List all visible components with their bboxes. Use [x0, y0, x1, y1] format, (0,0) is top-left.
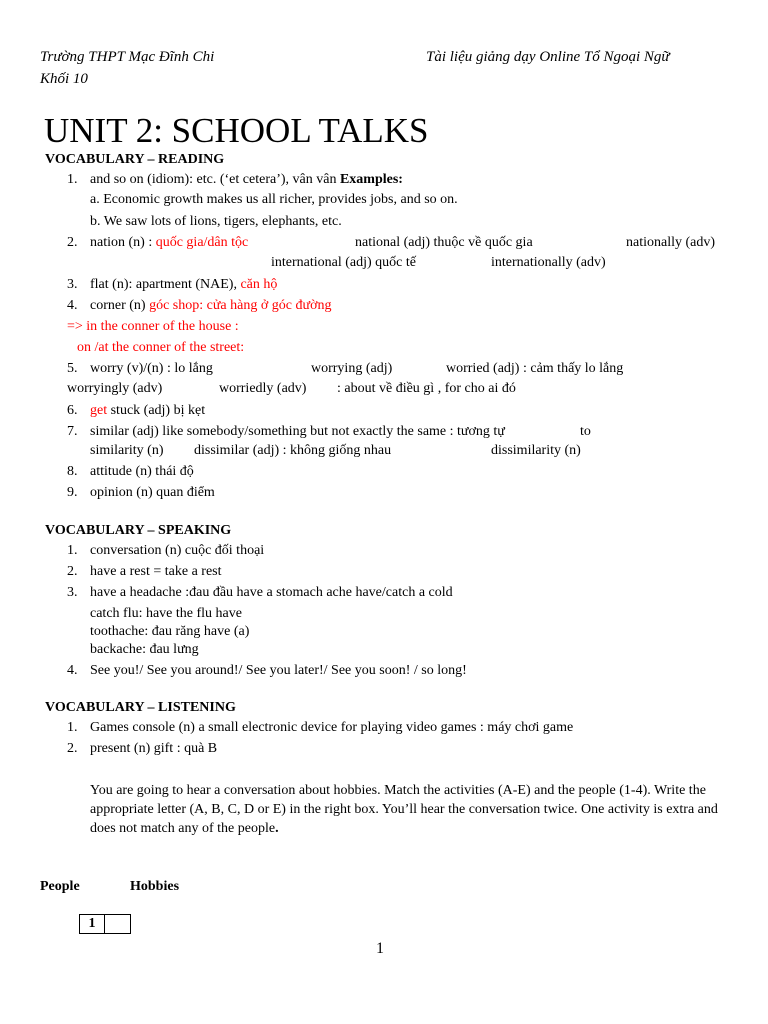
list-item-column: dissimilarity (n) — [491, 443, 581, 458]
list-item: attitude (n) thái độ — [90, 464, 194, 479]
list-number: 1. — [67, 543, 78, 558]
list-item: have a headache :đau đầu have a stomach ache have/catch a cold — [90, 585, 453, 600]
list-number: 2. — [67, 741, 78, 756]
list-number: 2. — [67, 564, 78, 579]
page-number: 1 — [376, 940, 384, 957]
list-item: worry (v)/(n) : lo lắng — [90, 361, 213, 376]
list-item: opinion (n) quan điểm — [90, 485, 215, 500]
example-b: b. We saw lots of lions, tigers, elephants, etc. — [90, 214, 342, 229]
list-item-column: national (adj) thuộc về quốc gia — [355, 235, 533, 250]
list-item: See you!/ See you around!/ See you later!/ See you soon! / so long! — [90, 663, 467, 678]
column-header-hobbies: Hobbies — [130, 879, 180, 894]
list-item: have a rest = take a rest — [90, 564, 222, 579]
list-number: 5. — [67, 361, 78, 376]
school-name: Trường THPT Mạc Đĩnh Chi — [40, 49, 215, 65]
instructions-paragraph: You are going to hear a conversation about hobbies. Match the activities (A-E) and the people (1-4). Write the appropriate letter (A, B, C, D or E) in the right box. You’ll hear the conversation twice. One activity is extra and does not match any of the people. — [90, 783, 718, 836]
list-item-column: worriedly (adv) — [219, 381, 307, 396]
list-item-column: worried (adj) : cảm thấy lo lắng — [446, 361, 624, 376]
list-number: 3. — [67, 585, 78, 600]
list-item-column: similarity (n) — [90, 443, 164, 458]
list-item: and so on (idiom): etc. (‘et cetera’), vân vân Examples: — [90, 172, 403, 187]
note-line: on /at the conner of the street: — [77, 340, 245, 355]
list-number: 4. — [67, 663, 78, 678]
list-item-column: : about về điều gì , for cho ai đó — [337, 381, 516, 396]
list-item: corner (n) góc shop: cửa hàng ở góc đường — [90, 298, 332, 313]
list-subitem: toothache: đau răng have (a) — [90, 624, 250, 639]
list-number: 1. — [67, 172, 78, 187]
section-heading-listening: VOCABULARY – LISTENING — [45, 700, 236, 715]
list-number: 2. — [67, 235, 78, 250]
list-item-column: international (adj) quốc tế — [271, 255, 416, 270]
section-heading-reading: VOCABULARY – READING — [45, 152, 225, 167]
list-number: 7. — [67, 424, 78, 439]
list-item: get stuck (adj) bị kẹt — [90, 403, 206, 418]
list-item: flat (n): apartment (NAE), căn hộ — [90, 277, 278, 292]
column-header-people: People — [40, 879, 80, 894]
list-item-column: dissimilar (adj) : không giống nhau — [194, 443, 392, 458]
list-item: similar (adj) like somebody/something but not exactly the same : tương tự — [90, 424, 505, 439]
list-number: 4. — [67, 298, 78, 313]
list-item: present (n) gift : quà B — [90, 741, 218, 756]
list-number: 3. — [67, 277, 78, 292]
list-item-column: to — [580, 424, 591, 439]
person-number-cell: 1 — [79, 914, 105, 934]
page-title: UNIT 2: SCHOOL TALKS — [44, 111, 429, 150]
section-heading-speaking: VOCABULARY – SPEAKING — [45, 523, 232, 538]
document-label: Tài liệu giảng dạy Online Tổ Ngoại Ngữ — [426, 49, 670, 65]
list-item-column: worrying (adj) — [311, 361, 393, 376]
list-number: 8. — [67, 464, 78, 479]
list-subitem: backache: đau lưng — [90, 642, 199, 657]
list-item-column: internationally (adv) — [491, 255, 606, 270]
list-item-column: worryingly (adv) — [67, 381, 163, 396]
list-number: 6. — [67, 403, 78, 418]
list-number: 9. — [67, 485, 78, 500]
grade-label: Khối 10 — [40, 71, 88, 87]
note-line: => in the conner of the house : — [67, 319, 239, 334]
list-subitem: catch flu: have the flu have — [90, 606, 242, 621]
list-item-column: nationally (adv) — [626, 235, 716, 250]
list-item: Games console (n) a small electronic device for playing video games : máy chơi game — [90, 720, 574, 735]
answer-box[interactable] — [104, 914, 131, 934]
list-item: conversation (n) cuộc đối thoại — [90, 543, 265, 558]
list-item: nation (n) : quốc gia/dân tộc — [90, 235, 249, 250]
example-a: a. Economic growth makes us all richer, provides jobs, and so on. — [90, 192, 458, 207]
list-number: 1. — [67, 720, 78, 735]
